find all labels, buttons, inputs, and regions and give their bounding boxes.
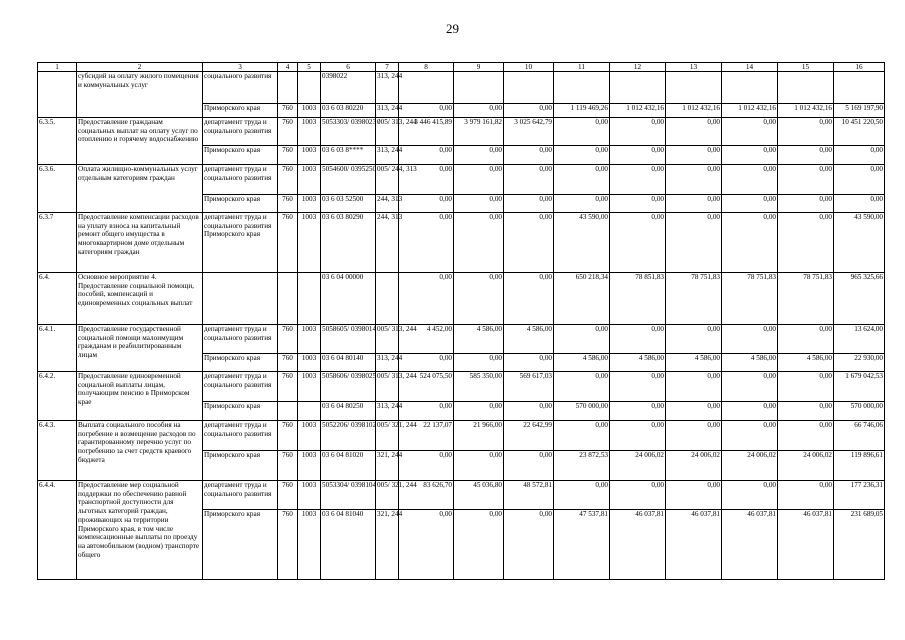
table-cell: Приморского края bbox=[203, 510, 278, 580]
table-cell: 0,00 bbox=[834, 146, 885, 165]
table-cell: 760 bbox=[278, 451, 298, 481]
table-cell: 0,00 bbox=[610, 146, 666, 165]
table-cell: Предоставление мер социальной поддержки по обеспечению равной транспортной доступности для льготных категорий граждан, проживающих на территории Приморского края, в том числе компенсационные выплаты по проезду на автомобильном (водном) транспорте общего bbox=[77, 481, 203, 580]
table-cell: 5058605/ 0398014 bbox=[321, 325, 376, 354]
table-cell: 760 bbox=[278, 354, 298, 372]
table-cell: 0,00 bbox=[666, 402, 722, 421]
table-cell: 0,00 bbox=[504, 510, 554, 580]
table-cell: 6.4. bbox=[38, 273, 77, 325]
table-cell: 1003 bbox=[298, 213, 321, 273]
table-cell bbox=[376, 273, 399, 325]
table-cell: 760 bbox=[278, 372, 298, 402]
table-cell: 760 bbox=[278, 195, 298, 213]
table-cell bbox=[203, 273, 278, 325]
table-cell: социального развития bbox=[203, 72, 278, 104]
table-cell: департамент труда и социального развития bbox=[203, 325, 278, 354]
table-cell: 524 075,50 bbox=[399, 372, 454, 402]
table-cell: 03 6 04 00000 bbox=[321, 273, 376, 325]
table-cell: 760 bbox=[278, 421, 298, 451]
table-cell: 005/ 313, 244 bbox=[376, 118, 399, 146]
table-cell: департамент труда и социального развития Приморского края bbox=[203, 213, 278, 273]
table-cell: 321, 244 bbox=[376, 451, 399, 481]
table-cell: 46 037,81 bbox=[778, 510, 834, 580]
table-cell: 78 751,83 bbox=[666, 273, 722, 325]
table-cell: 0,00 bbox=[399, 510, 454, 580]
page-number: 29 bbox=[446, 21, 459, 36]
table-cell: 0,00 bbox=[610, 195, 666, 213]
table-cell: Предоставление компенсации расходов на уплату взноса на капитальный ремонт общего имущества в многоквартирном доме отдельным категориям граждан bbox=[77, 213, 203, 273]
table-row bbox=[38, 273, 885, 325]
table-cell: 0,00 bbox=[722, 165, 778, 195]
table-cell: 0,00 bbox=[454, 146, 504, 165]
table-cell: Приморского края bbox=[203, 354, 278, 372]
table-cell: 0,00 bbox=[610, 372, 666, 402]
table-cell: департамент труда и социального развития bbox=[203, 421, 278, 451]
column-number-1: 1 bbox=[38, 63, 77, 72]
table-cell: 6.4.4. bbox=[38, 481, 77, 580]
table-cell bbox=[298, 402, 321, 421]
table-cell: 0,00 bbox=[399, 213, 454, 273]
table-cell bbox=[504, 72, 554, 104]
table-cell: 570 000,00 bbox=[834, 402, 885, 421]
table-cell: 0,00 bbox=[554, 421, 610, 451]
table-cell: 0,00 bbox=[504, 165, 554, 195]
table-cell: 6.3.6. bbox=[38, 165, 77, 213]
table-cell: 24 006,02 bbox=[722, 451, 778, 481]
table-cell: 0,00 bbox=[610, 481, 666, 510]
table-cell: 1003 bbox=[298, 325, 321, 354]
table-cell: 0,00 bbox=[454, 195, 504, 213]
table-cell: 313, 244 bbox=[376, 104, 399, 118]
table-cell: 0,00 bbox=[554, 118, 610, 146]
table-cell: 3 979 161,82 bbox=[454, 118, 504, 146]
table-cell: 78 851,83 bbox=[610, 273, 666, 325]
table-cell bbox=[834, 72, 885, 104]
table-cell: 0,00 bbox=[610, 402, 666, 421]
table-cell bbox=[38, 72, 77, 118]
table-cell: 760 bbox=[278, 165, 298, 195]
table-cell: 0,00 bbox=[778, 165, 834, 195]
table-cell: 760 bbox=[278, 325, 298, 354]
table-cell: 4 452,00 bbox=[399, 325, 454, 354]
table-cell: 13 624,00 bbox=[834, 325, 885, 354]
table-cell: 0,00 bbox=[504, 451, 554, 481]
table-cell: 5052206/ 0398102 bbox=[321, 421, 376, 451]
table-cell: 6.4.2. bbox=[38, 372, 77, 421]
table-cell: департамент труда и социального развития bbox=[203, 372, 278, 402]
table-cell: 0,00 bbox=[778, 421, 834, 451]
table-cell bbox=[610, 72, 666, 104]
table-cell: 46 037,81 bbox=[610, 510, 666, 580]
table-cell: 1003 bbox=[298, 195, 321, 213]
table-cell: 1003 bbox=[298, 481, 321, 510]
table-cell: 0,00 bbox=[554, 325, 610, 354]
table-cell: 0,00 bbox=[454, 165, 504, 195]
table-cell: 0,00 bbox=[554, 165, 610, 195]
table-cell: 45 036,80 bbox=[454, 481, 504, 510]
table-cell: 005/ 313, 244 bbox=[376, 372, 399, 402]
table-cell: 0,00 bbox=[399, 402, 454, 421]
table-cell: 005/ 313, 244 bbox=[376, 325, 399, 354]
table-row bbox=[38, 72, 885, 104]
table-cell: 1003 bbox=[298, 165, 321, 195]
table-cell: 1 012 432,16 bbox=[666, 104, 722, 118]
table-cell: 22 137,07 bbox=[399, 421, 454, 451]
table-cell: 1 012 432,16 bbox=[610, 104, 666, 118]
table-cell: 47 537,81 bbox=[554, 510, 610, 580]
table-cell: 1003 bbox=[298, 451, 321, 481]
table-cell: 0,00 bbox=[454, 510, 504, 580]
table-cell bbox=[778, 72, 834, 104]
column-number-7: 7 bbox=[376, 63, 399, 72]
table-cell: 0,00 bbox=[399, 451, 454, 481]
table-cell: 03 6 03 80220 bbox=[321, 104, 376, 118]
column-number-4: 4 bbox=[278, 63, 298, 72]
table-cell: 760 bbox=[278, 510, 298, 580]
table-cell bbox=[666, 72, 722, 104]
table-cell: 78 751,83 bbox=[778, 273, 834, 325]
table-cell: 4 586,00 bbox=[666, 354, 722, 372]
table-cell: 1 012 432,16 bbox=[722, 104, 778, 118]
column-number-12: 12 bbox=[610, 63, 666, 72]
table-cell: 5058606/ 0398025 bbox=[321, 372, 376, 402]
budget-table bbox=[37, 62, 885, 580]
table-row bbox=[38, 421, 885, 451]
table-cell: 0,00 bbox=[610, 165, 666, 195]
table-cell bbox=[278, 402, 298, 421]
table-cell: департамент труда и социального развития bbox=[203, 481, 278, 510]
table-cell: 313, 244 bbox=[376, 354, 399, 372]
table-cell: 5053303/ 0398023 / bbox=[321, 118, 376, 146]
table-cell: 0,00 bbox=[610, 325, 666, 354]
table-cell: 0,00 bbox=[834, 195, 885, 213]
table-cell: 0,00 bbox=[504, 402, 554, 421]
table-cell: Приморского края bbox=[203, 146, 278, 165]
table-row bbox=[38, 165, 885, 195]
table-cell: 1003 bbox=[298, 146, 321, 165]
table-cell: 5053304/ 0398104 bbox=[321, 481, 376, 510]
table-cell bbox=[298, 273, 321, 325]
table-cell: 0,00 bbox=[504, 354, 554, 372]
table-cell bbox=[722, 72, 778, 104]
table-cell: Предоставление гражданам социальных выплат на оплату услуг по отоплению и горячему водоснабжению bbox=[77, 118, 203, 165]
table-cell: 0,00 bbox=[666, 481, 722, 510]
table-cell: 965 325,66 bbox=[834, 273, 885, 325]
table-cell: 650 218,34 bbox=[554, 273, 610, 325]
table-cell: 03 6 04 81020 bbox=[321, 451, 376, 481]
column-number-16: 16 bbox=[834, 63, 885, 72]
table-cell: 3 446 415,89 bbox=[399, 118, 454, 146]
table-cell: 24 006,02 bbox=[610, 451, 666, 481]
table-cell: 46 037,81 bbox=[722, 510, 778, 580]
table-cell: 4 586,00 bbox=[778, 354, 834, 372]
table-cell: 0,00 bbox=[504, 273, 554, 325]
table-cell: 0,00 bbox=[778, 213, 834, 273]
table-cell: 0,00 bbox=[666, 325, 722, 354]
table-cell: 313, 244 bbox=[376, 72, 399, 104]
table-cell: 21 966,00 bbox=[454, 421, 504, 451]
table-cell: 10 451 220,50 bbox=[834, 118, 885, 146]
table-cell: Основное мероприятие 4. Предоставление социальной помощи, пособий, компенсаций и единовременных социальных выплат bbox=[77, 273, 203, 325]
table-cell: 0,00 bbox=[778, 325, 834, 354]
table-cell: 0,00 bbox=[454, 402, 504, 421]
table-cell: 0,00 bbox=[610, 421, 666, 451]
table-cell: 3 025 642,79 bbox=[504, 118, 554, 146]
table-row bbox=[38, 372, 885, 402]
table-cell: 22 930,00 bbox=[834, 354, 885, 372]
table-cell: 0,00 bbox=[722, 421, 778, 451]
table-cell: 005/ 321, 244 bbox=[376, 421, 399, 451]
table-cell: 4 586,00 bbox=[454, 325, 504, 354]
table-cell: 244, 313 bbox=[376, 213, 399, 273]
table-cell: 244, 313 bbox=[376, 195, 399, 213]
table-cell: Предоставление единовременной социальной выплаты лицам, получающим пенсию в Приморском крае bbox=[77, 372, 203, 421]
table-row bbox=[38, 213, 885, 273]
table-cell: 0,00 bbox=[504, 104, 554, 118]
table-cell: 03 6 04 80250 bbox=[321, 402, 376, 421]
table-cell: 0,00 bbox=[666, 165, 722, 195]
table-cell: 0,00 bbox=[554, 195, 610, 213]
table-cell: 4 586,00 bbox=[722, 354, 778, 372]
table-cell: 0,00 bbox=[778, 481, 834, 510]
table-cell bbox=[399, 72, 454, 104]
table-row bbox=[38, 325, 885, 354]
table-cell: Предоставление государственной социальной помощи малоимущим гражданам и реабилитированным лицам bbox=[77, 325, 203, 372]
column-number-10: 10 bbox=[504, 63, 554, 72]
table-cell: 78 751,83 bbox=[722, 273, 778, 325]
table-cell: 0,00 bbox=[722, 118, 778, 146]
table-cell: 760 bbox=[278, 481, 298, 510]
table-cell: субсидий на оплату жилого помещения и коммунальных услуг bbox=[77, 72, 203, 118]
table-cell: 43 590,00 bbox=[834, 213, 885, 273]
table-cell: 0,00 bbox=[554, 372, 610, 402]
table-cell: 0,00 bbox=[454, 273, 504, 325]
table-cell: 0,00 bbox=[778, 402, 834, 421]
table-cell: 0,00 bbox=[504, 146, 554, 165]
table-cell: 0,00 bbox=[722, 402, 778, 421]
table-cell: 0,00 bbox=[778, 146, 834, 165]
table-cell: 03 6 04 80140 bbox=[321, 354, 376, 372]
table-row bbox=[38, 118, 885, 146]
table-cell: 4 586,00 bbox=[554, 354, 610, 372]
table-cell: 1003 bbox=[298, 104, 321, 118]
table-cell: 231 689,05 bbox=[834, 510, 885, 580]
table-cell: 03 6 03 8**** bbox=[321, 146, 376, 165]
table-cell: 4 586,00 bbox=[610, 354, 666, 372]
table-cell: 83 626,70 bbox=[399, 481, 454, 510]
table-cell: 0,00 bbox=[454, 354, 504, 372]
table-cell: 569 617,03 bbox=[504, 372, 554, 402]
table-cell: 6.3.5. bbox=[38, 118, 77, 165]
table-cell: 0,00 bbox=[504, 213, 554, 273]
table-cell bbox=[278, 72, 298, 104]
table-cell: 0,00 bbox=[722, 213, 778, 273]
table-cell: 23 872,53 bbox=[554, 451, 610, 481]
table-cell: 46 037,81 bbox=[666, 510, 722, 580]
table-cell: 0,00 bbox=[778, 372, 834, 402]
table-cell: 0,00 bbox=[666, 146, 722, 165]
table-cell: Выплата социального пособия на погребение и возмещение расходов по гарантированному перечню услуг по погребению за счет средств краевого бюджета bbox=[77, 421, 203, 481]
table-cell: 1003 bbox=[298, 118, 321, 146]
table-cell: 0,00 bbox=[454, 104, 504, 118]
table-cell: 0,00 bbox=[610, 213, 666, 273]
table-cell: 48 572,81 bbox=[504, 481, 554, 510]
table-cell: департамент труда и социального развития bbox=[203, 118, 278, 146]
column-number-15: 15 bbox=[778, 63, 834, 72]
column-number-13: 13 bbox=[666, 63, 722, 72]
table-cell: Приморского края bbox=[203, 195, 278, 213]
table-cell: 313, 244 bbox=[376, 146, 399, 165]
table-cell: 0,00 bbox=[399, 165, 454, 195]
table-cell: 0,00 bbox=[722, 372, 778, 402]
table-cell: 0,00 bbox=[399, 354, 454, 372]
table-cell: Приморского края bbox=[203, 451, 278, 481]
column-number-5: 5 bbox=[298, 63, 321, 72]
table-cell: 03 6 04 81040 bbox=[321, 510, 376, 580]
table-cell: 4 586,00 bbox=[504, 325, 554, 354]
header-row bbox=[38, 63, 885, 72]
table-cell: 321, 244 bbox=[376, 510, 399, 580]
table-cell: 6.4.3. bbox=[38, 421, 77, 481]
table-cell: 0,00 bbox=[554, 146, 610, 165]
table-cell: 760 bbox=[278, 146, 298, 165]
table-cell: 0,00 bbox=[399, 273, 454, 325]
table-cell: Приморского края bbox=[203, 402, 278, 421]
table-cell: 0,00 bbox=[399, 146, 454, 165]
table-row bbox=[38, 481, 885, 510]
column-number-14: 14 bbox=[722, 63, 778, 72]
table-cell: 0,00 bbox=[722, 325, 778, 354]
table-cell: 66 746,06 bbox=[834, 421, 885, 451]
table-cell: 5054600/ 0395250 bbox=[321, 165, 376, 195]
table-cell: 1003 bbox=[298, 421, 321, 451]
table-cell: 0,00 bbox=[722, 481, 778, 510]
table-cell: 0,00 bbox=[666, 372, 722, 402]
column-number-9: 9 bbox=[454, 63, 504, 72]
table-cell bbox=[298, 72, 321, 104]
table-cell: 177 236,31 bbox=[834, 481, 885, 510]
table-cell: Оплата жилищно-коммунальных услуг отдельным категориям граждан bbox=[77, 165, 203, 213]
table-cell: департамент труда и социального развития bbox=[203, 165, 278, 195]
table-cell: 5 169 197,90 bbox=[834, 104, 885, 118]
table-cell: 1 679 042,53 bbox=[834, 372, 885, 402]
table-cell: 22 642,99 bbox=[504, 421, 554, 451]
table-cell: 0,00 bbox=[454, 451, 504, 481]
table-cell: 585 350,00 bbox=[454, 372, 504, 402]
table-cell: 005/ 244, 313 bbox=[376, 165, 399, 195]
table-cell: 0,00 bbox=[722, 195, 778, 213]
table-cell: 005/ 321, 244 bbox=[376, 481, 399, 510]
table-cell: 0,00 bbox=[834, 165, 885, 195]
table-cell: 0,00 bbox=[454, 213, 504, 273]
table-cell: 0,00 bbox=[610, 118, 666, 146]
table-cell: 24 006,02 bbox=[778, 451, 834, 481]
table-cell: 760 bbox=[278, 104, 298, 118]
column-number-8: 8 bbox=[399, 63, 454, 72]
table-cell: 570 000,00 bbox=[554, 402, 610, 421]
table-cell: 43 590,00 bbox=[554, 213, 610, 273]
table-cell: 0398022 bbox=[321, 72, 376, 104]
table-cell: 313, 244 bbox=[376, 402, 399, 421]
table-cell: 0,00 bbox=[778, 118, 834, 146]
table-cell: 760 bbox=[278, 213, 298, 273]
table-cell: 1003 bbox=[298, 354, 321, 372]
table-cell: 03 6 03 52500 bbox=[321, 195, 376, 213]
table-cell: 0,00 bbox=[666, 118, 722, 146]
table-cell: 119 896,61 bbox=[834, 451, 885, 481]
table-cell: 1 012 432,16 bbox=[778, 104, 834, 118]
table-cell: 0,00 bbox=[666, 195, 722, 213]
table-cell: 0,00 bbox=[399, 195, 454, 213]
table-cell bbox=[278, 273, 298, 325]
table-cell: 0,00 bbox=[554, 481, 610, 510]
column-number-11: 11 bbox=[554, 63, 610, 72]
table-cell: 0,00 bbox=[666, 213, 722, 273]
table-cell: 760 bbox=[278, 118, 298, 146]
table-cell: 6.3.7 bbox=[38, 213, 77, 273]
table-cell: 1003 bbox=[298, 372, 321, 402]
table-cell: 0,00 bbox=[399, 104, 454, 118]
column-number-3: 3 bbox=[203, 63, 278, 72]
table-cell: 0,00 bbox=[504, 195, 554, 213]
table-cell: 0,00 bbox=[722, 146, 778, 165]
table-cell: 03 6 03 80290 bbox=[321, 213, 376, 273]
table-cell: 1003 bbox=[298, 510, 321, 580]
table-cell: 0,00 bbox=[778, 195, 834, 213]
table-cell: Приморского края bbox=[203, 104, 278, 118]
table-cell bbox=[454, 72, 504, 104]
column-number-2: 2 bbox=[77, 63, 203, 72]
table-cell: 0,00 bbox=[666, 421, 722, 451]
table-cell: 6.4.1. bbox=[38, 325, 77, 372]
table-cell bbox=[554, 72, 610, 104]
table-cell: 24 006,02 bbox=[666, 451, 722, 481]
column-number-6: 6 bbox=[321, 63, 376, 72]
table-cell: 1 119 469,26 bbox=[554, 104, 610, 118]
